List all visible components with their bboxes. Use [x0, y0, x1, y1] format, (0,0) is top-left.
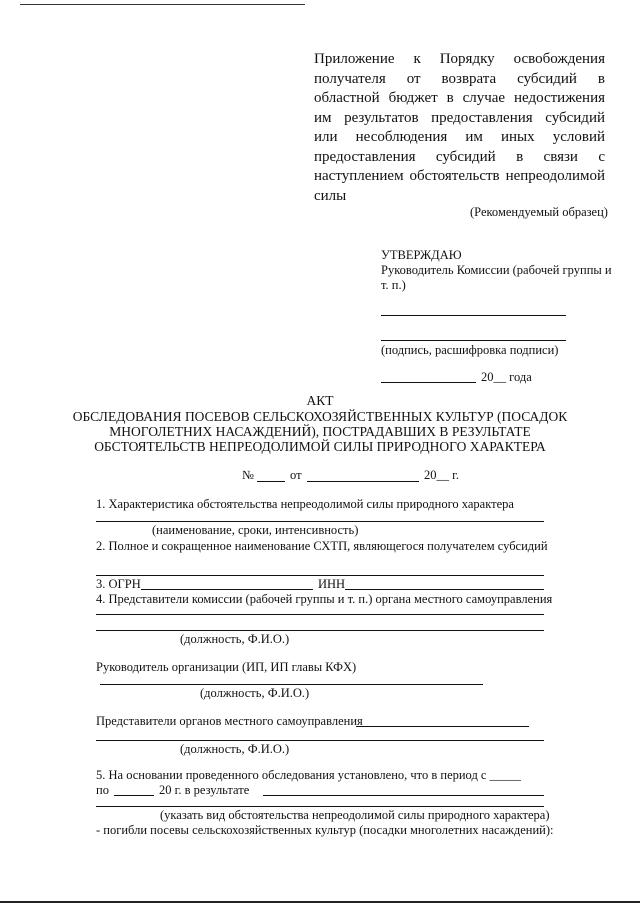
section4-caption: (должность, Ф.И.О.): [180, 632, 290, 646]
approval-date-line: [381, 382, 476, 383]
section5-year-label: 20 г. в результате: [159, 783, 250, 797]
signature-line-2: [381, 340, 566, 341]
act-number-line: [257, 481, 285, 482]
section4-fill-line-2: [96, 630, 544, 631]
act-title: АКТ: [306, 393, 334, 408]
head-label: Руководитель организации (ИП, ИП главы КФХ): [96, 660, 357, 674]
act-from-label: от: [290, 468, 302, 482]
head-caption: (должность, Ф.И.О.): [200, 686, 310, 700]
section3-ogrn-label: 3. ОГРН: [96, 577, 141, 591]
section1-label: 1. Характеристика обстоятельства непреодолимой силы природного характера: [96, 497, 514, 511]
lsg-inline-line: [356, 726, 529, 727]
appendix-line: силы: [314, 187, 347, 204]
scan-edge-top: [20, 4, 305, 5]
section5-po-line: [114, 795, 154, 796]
lsg-label: Представители органов местного самоуправления: [96, 714, 363, 728]
act-subtitle-line1: ОБСЛЕДОВАНИЯ ПОСЕВОВ СЕЛЬСКОХОЗЯЙСТВЕННЫХ КУЛЬТУР (ПОСАДОК: [72, 409, 568, 424]
sample-note: (Рекомендуемый образец): [470, 205, 608, 219]
act-subtitle-line3: ОБСТОЯТЕЛЬСТВ НЕПРЕОДОЛИМОЙ СИЛЫ ПРИРОДНОГО ХАРАКТЕРА: [94, 439, 546, 454]
section1-caption: (наименование, сроки, интенсивность): [152, 523, 359, 537]
appendix-note: [314, 50, 605, 206]
signature-line-1: [381, 315, 566, 316]
section5-dead-crops: - погибли посевы сельскохозяйственных культур (посадки многолетних насаждений):: [96, 823, 554, 837]
section5-caption: (указать вид обстоятельства непреодолимой силы природного характера): [160, 808, 550, 822]
approval-date-year: 20__ года: [481, 370, 532, 384]
approval-heading: УТВЕРЖДАЮ: [381, 248, 462, 262]
appendix-line: наступлением обстоятельств непреодолимой: [314, 168, 605, 184]
section3-inn-label: ИНН: [318, 577, 346, 591]
appendix-line: Приложение к Порядку освобождения: [314, 51, 605, 67]
section5-result-line: [263, 795, 544, 796]
act-year-label: 20__ г.: [424, 468, 459, 482]
approval-line2: т. п.): [381, 278, 406, 292]
approval-line1: Руководитель Комиссии (рабочей группы и: [381, 263, 612, 277]
lsg-caption: (должность, Ф.И.О.): [180, 742, 290, 756]
scan-edge-bottom: [0, 901, 640, 903]
section5-line1: 5. На основании проведенного обследования установлено, что в период с _____: [96, 768, 521, 782]
appendix-line: областной бюджет в случае недостижения: [314, 90, 605, 106]
act-number-label: №: [242, 468, 254, 482]
act-subtitle-line2: МНОГОЛЕТНИХ НАСАЖДЕНИЙ), ПОСТРАДАВШИХ В РЕЗУЛЬТАТЕ: [109, 424, 531, 439]
section4-label: 4. Представители комиссии (рабочей группы и т. п.) органа местного самоуправления: [96, 592, 553, 606]
section4-fill-line-1: [96, 614, 544, 615]
appendix-line: или несоблюдения им иных условий: [314, 129, 605, 145]
lsg-fill-line: [96, 740, 544, 741]
appendix-line: получателя от возврата субсидий в: [314, 70, 605, 87]
section5-po-label: по: [96, 783, 109, 797]
act-date-line: [307, 481, 419, 482]
inn-line: [345, 589, 544, 590]
signature-caption: (подпись, расшифровка подписи): [381, 343, 559, 357]
ogrn-line: [141, 589, 313, 590]
appendix-line: предоставления субсидий в связи с: [314, 148, 605, 165]
appendix-line: им результатов предоставления субсидий: [314, 109, 605, 126]
section2-label: 2. Полное и сокращенное наименование СХТП, являющегося получателем субсидий: [96, 539, 548, 553]
